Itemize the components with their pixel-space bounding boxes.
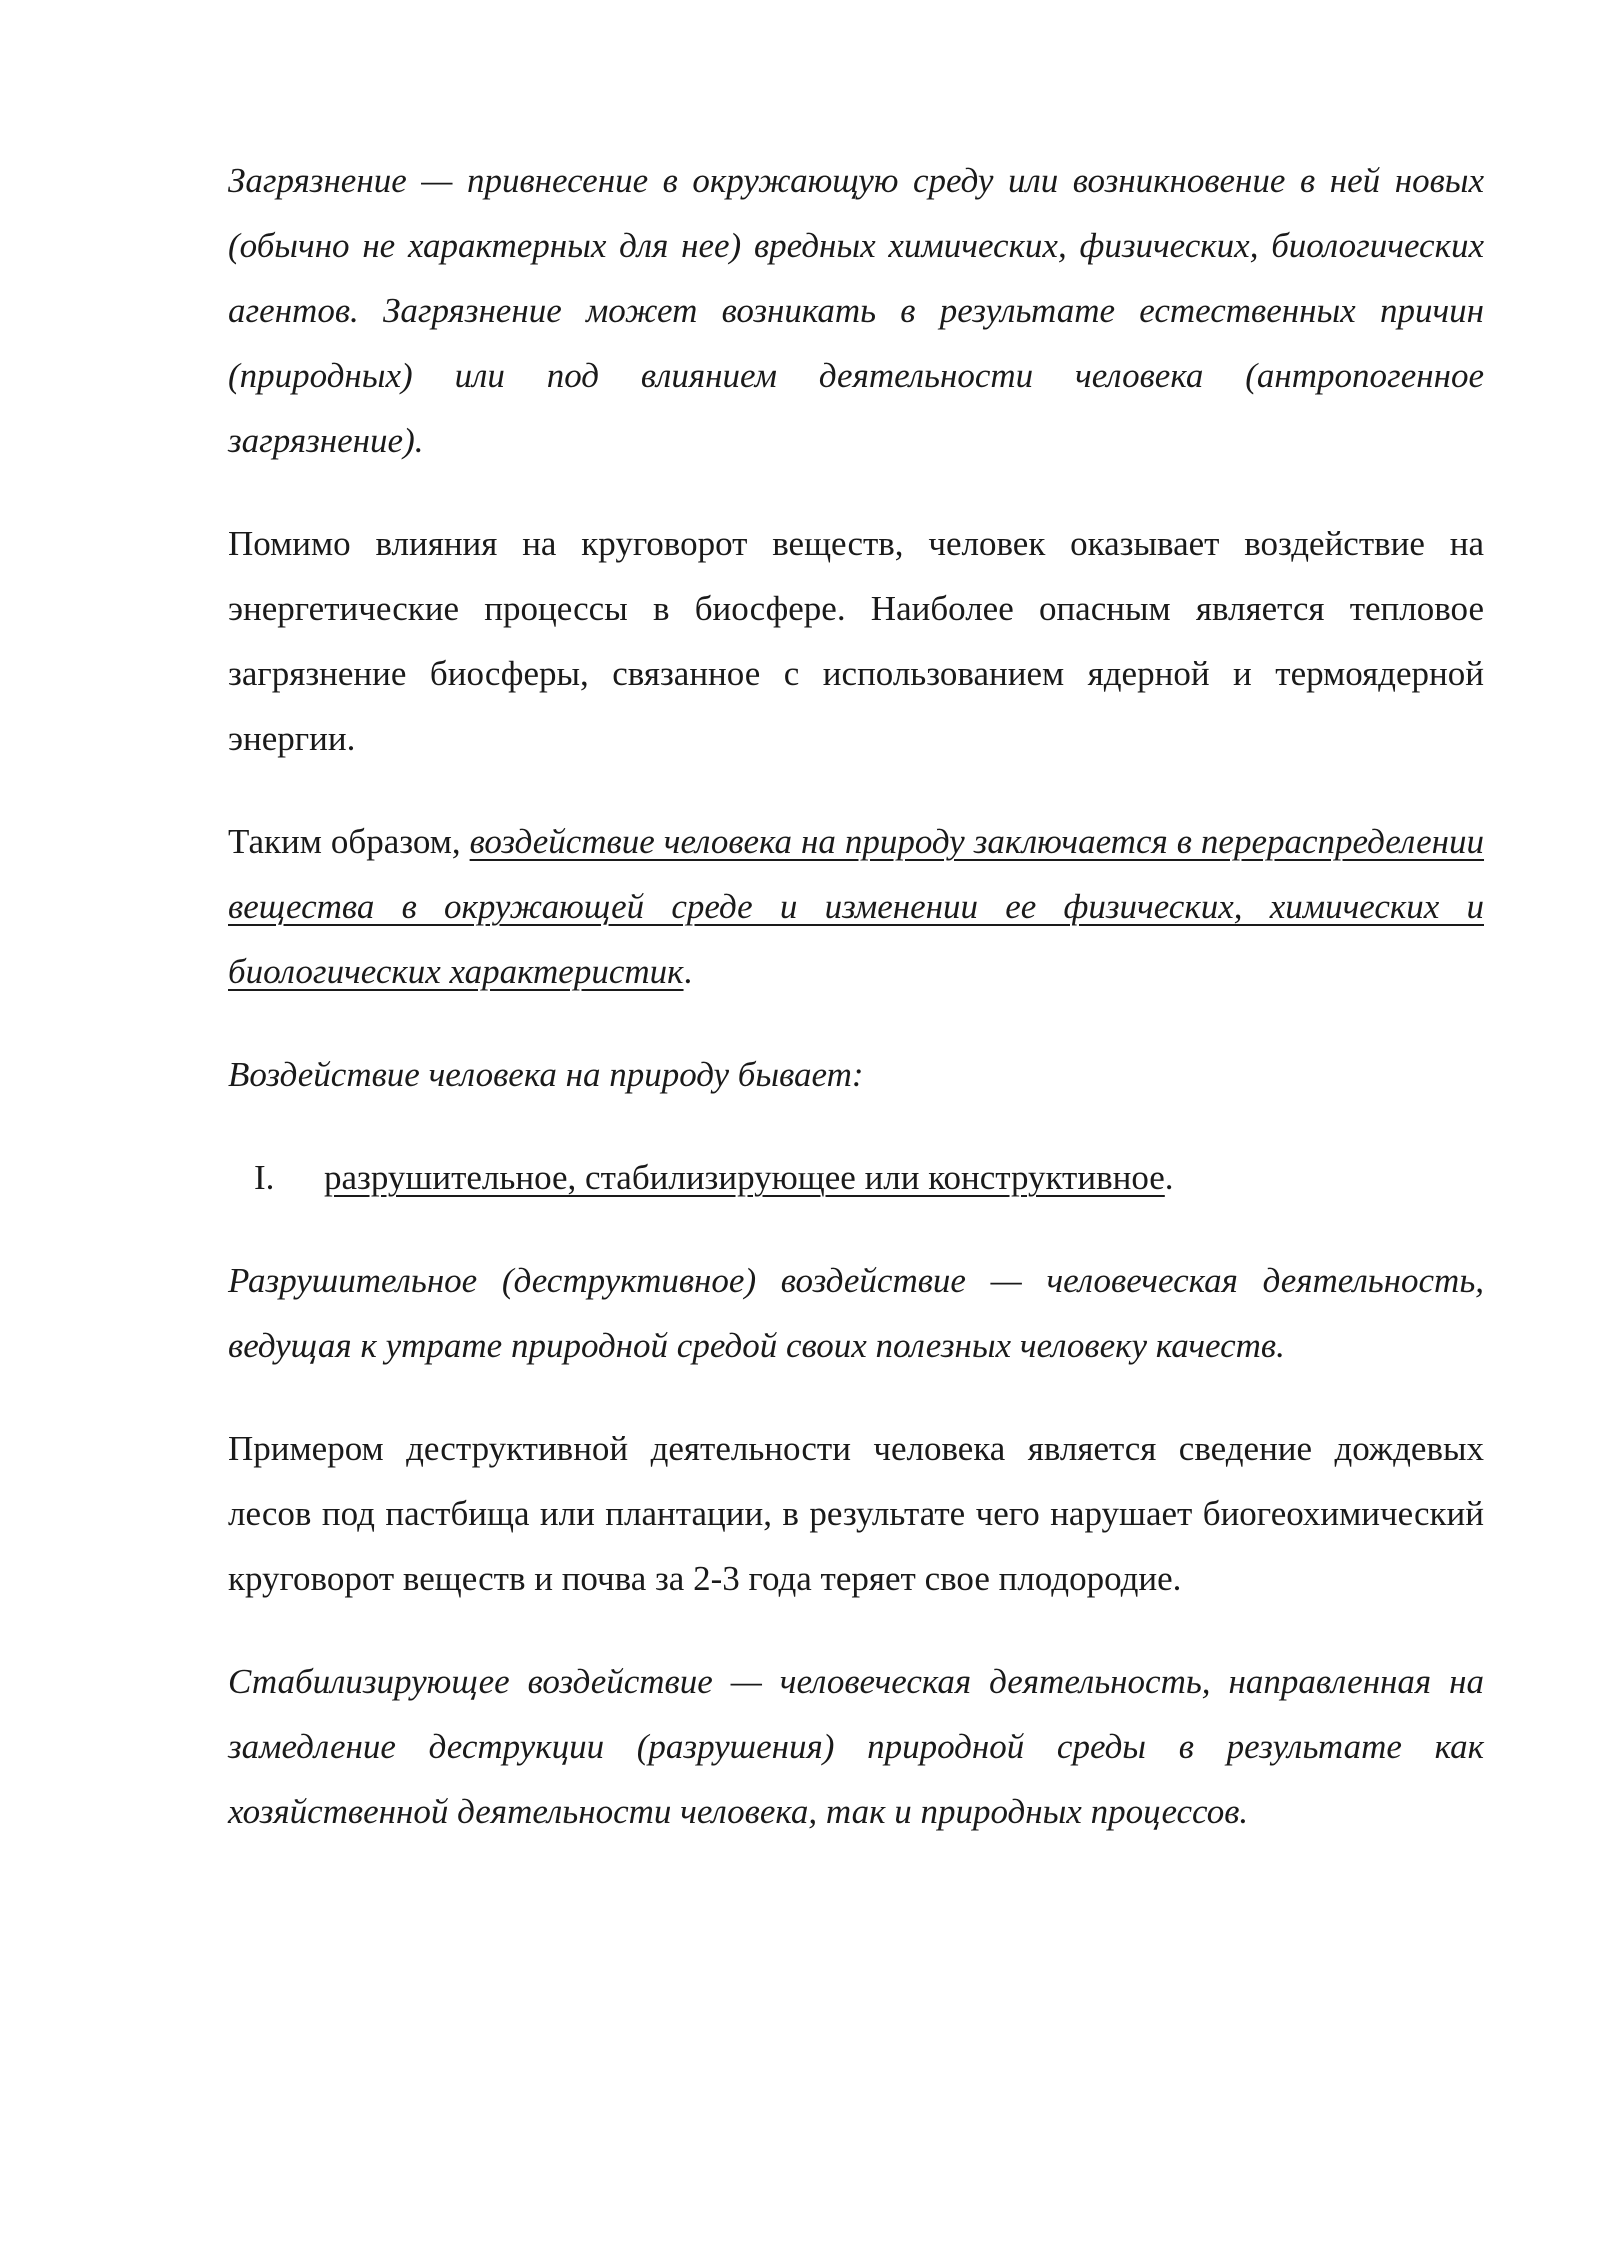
conclusion-underlined: воздействие человека на природу заключается в перераспределении вещества в окружающей среде и изменении ее физических, химических и биологических характеристик xyxy=(228,822,1485,991)
definition-pollution: Загрязнение — привнесение в окружающую среду или возникновение в ней новых (обычно не характерных для нее) вредных химических, физических, биологических агентов. Загрязнение может возникать в результате естественных причин (природных) или под влиянием деятельности человека (антропогенное загрязнение). xyxy=(228,161,1484,460)
paragraph-energy-impact: Помимо влияния на круговорот веществ, человек оказывает воздействие на энергетические процессы в биосфере. Наиболее опасным является тепловое загрязнение биосферы, связанное с использованием ядерной и термоядерной энергии. xyxy=(228,524,1484,758)
document-page xyxy=(228,148,1484,1882)
list-number: I. xyxy=(254,1158,275,1197)
paragraph-destructive-example: Примером деструктивной деятельности человека является сведение дождевых лесов под пастбища или плантации, в результате чего нарушает биогеохимический круговорот веществ и почва за 2-3 года теряет свое плодородие. xyxy=(228,1429,1484,1598)
list-end: . xyxy=(1164,1158,1174,1197)
paragraph-conclusion xyxy=(228,809,1484,1004)
impact-types-heading: Воздействие человека на природу бывает: xyxy=(228,1055,864,1094)
definition-stabilizing: Стабилизирующее воздействие — человеческая деятельность, направленная на замедление деструкции (разрушения) природной среды в результате как хозяйственной деятельности человека, так и природных процессов. xyxy=(228,1662,1484,1831)
definition-destructive: Разрушительное (деструктивное) воздействие — человеческая деятельность, ведущая к утрате природной средой своих полезных человеку качеств. xyxy=(228,1261,1484,1365)
list-text: разрушительное, стабилизирующее или конструктивное xyxy=(324,1158,1165,1197)
list-item xyxy=(228,1145,1484,1210)
conclusion-lead: Таким образом, xyxy=(228,822,470,861)
conclusion-end: . xyxy=(683,952,693,991)
